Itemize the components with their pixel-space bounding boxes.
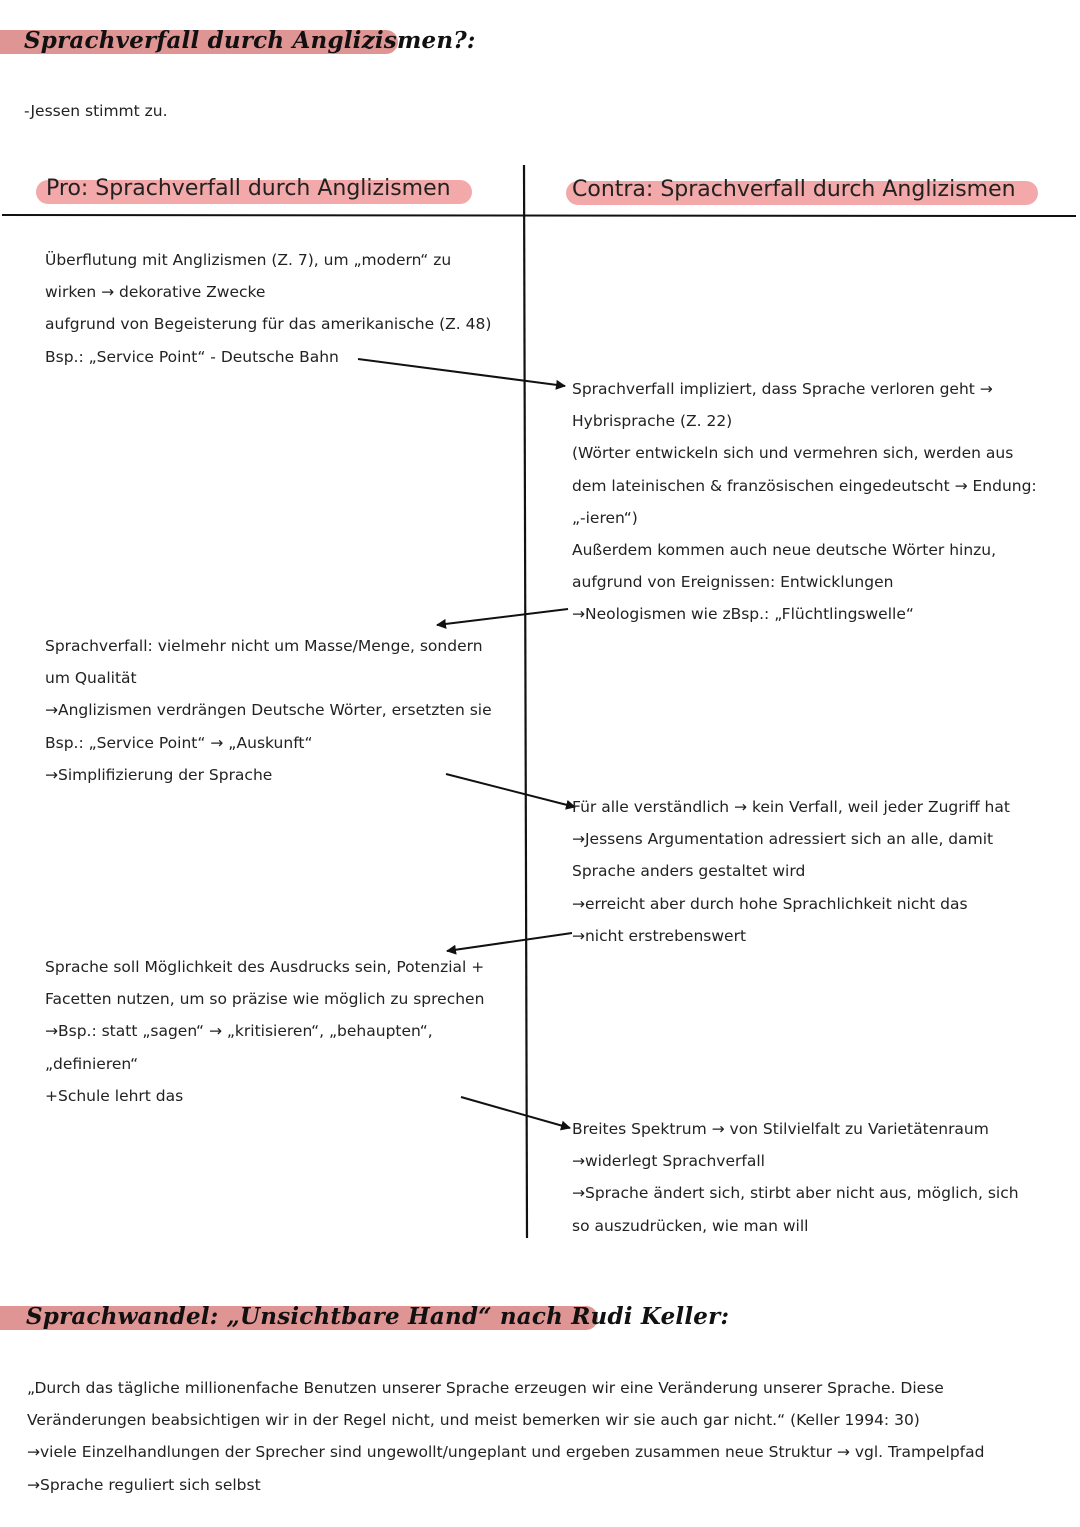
contra-line: →Jessens Argumentation adressiert sich an alle, damit bbox=[572, 830, 994, 849]
quote-line: →viele Einzelhandlungen der Sprecher sind ungewollt/ungeplant und ergeben zusammen neue Struktur → vgl. Trampelpfad bbox=[27, 1443, 985, 1462]
contra-line: „-ieren“) bbox=[572, 508, 638, 527]
pro-line: Bsp.: „Service Point“ → „Auskunft“ bbox=[45, 733, 313, 752]
contra-line: →Sprache ändert sich, stirbt aber nicht aus, möglich, sich bbox=[572, 1184, 1019, 1203]
contra-line: Für alle verständlich → kein Verfall, weil jeder Zugriff hat bbox=[572, 798, 1010, 816]
section-title: Sprachwandel: „Unsichtbare Hand“ nach Rudi Keller: bbox=[26, 1303, 730, 1330]
table-vertical-rule bbox=[524, 165, 527, 1238]
contra-line: Sprachverfall impliziert, dass Sprache verloren geht → bbox=[572, 380, 993, 398]
arrow-contra1-to-pro2 bbox=[437, 609, 568, 625]
pro-line: „definieren“ bbox=[45, 1054, 139, 1073]
section-title: Sprachverfall durch Anglizismen?: bbox=[24, 27, 476, 54]
contra-line: (Wörter entwickeln sich und vermehren sich, werden aus bbox=[572, 444, 1014, 463]
pro-line: Sprachverfall: vielmehr nicht um Masse/Menge, sondern bbox=[45, 637, 483, 655]
pro-block-3 bbox=[45, 951, 484, 1112]
contra-header: Contra: Sprachverfall durch Anglizismen bbox=[572, 177, 1016, 202]
pro-header: Pro: Sprachverfall durch Anglizismen bbox=[46, 176, 451, 201]
contra-line: →widerlegt Sprachverfall bbox=[572, 1152, 765, 1171]
pro-line: +Schule lehrt das bbox=[45, 1086, 184, 1105]
pro-line: Überflutung mit Anglizismen (Z. 7), um „modern“ zu bbox=[45, 251, 452, 269]
pro-line: →Anglizismen verdrängen Deutsche Wörter, ersetzten sie bbox=[45, 701, 492, 720]
contra-line: →nicht erstrebenswert bbox=[572, 926, 747, 945]
contra-line: →erreicht aber durch hohe Sprachlichkeit nicht das bbox=[572, 894, 968, 913]
pro-block-2 bbox=[45, 630, 492, 791]
contra-block-3 bbox=[572, 1113, 1019, 1242]
contra-line: Hybrisprache (Z. 22) bbox=[572, 412, 733, 431]
pro-block-1 bbox=[45, 244, 491, 373]
contra-line: Außerdem kommen auch neue deutsche Wörter hinzu, bbox=[572, 540, 997, 559]
pro-line: aufgrund von Begeisterung für das amerikanische (Z. 48) bbox=[45, 315, 492, 334]
pro-line: Sprache soll Möglichkeit des Ausdrucks sein, Potenzial + bbox=[45, 958, 485, 976]
contra-line: Sprache anders gestaltet wird bbox=[572, 862, 806, 881]
contra-block-1 bbox=[572, 373, 1037, 631]
keller-quote-block bbox=[27, 1372, 984, 1501]
contra-line: →Neologismen wie zBsp.: „Flüchtlingswelle“ bbox=[572, 605, 914, 624]
contra-line: Breites Spektrum → von Stilvielfalt zu Varietätenraum bbox=[572, 1120, 989, 1138]
pro-line: →Simplifizierung der Sprache bbox=[45, 765, 273, 784]
quote-line: →Sprache reguliert sich selbst bbox=[27, 1475, 261, 1494]
quote-line: Veränderungen beabsichtigen wir in der Regel nicht, und meist bemerken wir sie auch gar nicht.“ (Keller 1994: 30) bbox=[27, 1411, 920, 1430]
pro-line: →Bsp.: statt „sagen“ → „kritisieren“, „behaupten“, bbox=[45, 1022, 433, 1041]
pro-line: um Qualität bbox=[45, 669, 137, 688]
contra-block-2 bbox=[572, 791, 1010, 952]
contra-line: dem lateinischen & französischen eingedeutscht → Endung: bbox=[572, 476, 1037, 495]
pro-line: wirken → dekorative Zwecke bbox=[45, 283, 266, 302]
arrow-contra2-to-pro3 bbox=[447, 933, 572, 951]
pro-line: Facetten nutzen, um so präzise wie möglich zu sprechen bbox=[45, 990, 485, 1009]
contra-line: aufgrund von Ereignissen: Entwicklungen bbox=[572, 573, 894, 592]
table-horizontal-rule bbox=[2, 215, 1076, 216]
pro-line: Bsp.: „Service Point“ - Deutsche Bahn bbox=[45, 347, 339, 366]
contra-line: so auszudrücken, wie man will bbox=[572, 1216, 809, 1235]
intro-text: -Jessen stimmt zu. bbox=[24, 102, 168, 120]
quote-line: „Durch das tägliche millionenfache Benutzen unserer Sprache erzeugen wir eine Veränderung unserer Sprache. Diese bbox=[27, 1379, 944, 1397]
